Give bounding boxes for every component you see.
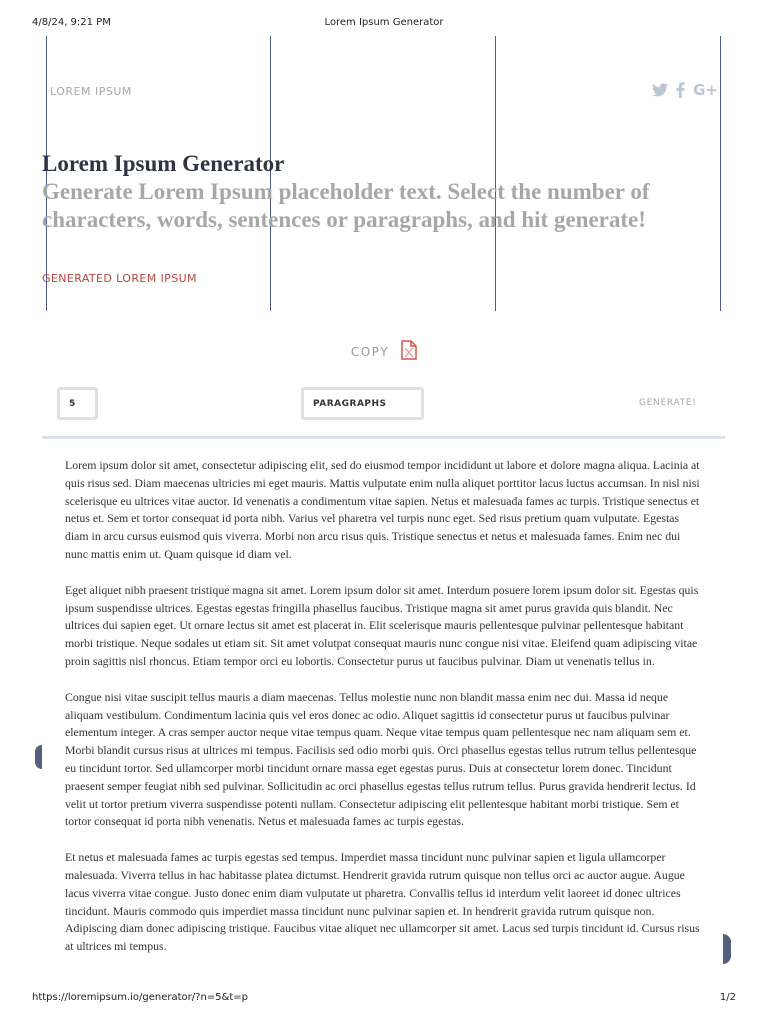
print-header [0,17,768,33]
print-url: https://loremipsum.io/generator/?n=5&t=p [32,992,248,1003]
output-paragraph: Eget aliquet nibh praesent tristique magna sit amet. Lorem ipsum dolor sit amet. Interdum posuere lorem ipsum dolor sit. Egestas quis ipsum suspendisse ultrices. Egestas egestas fringilla phasellus faucibus. Tristique magna sit amet purus gravida quis blandit. Nec ultrices dui sapien eget. Ut ornare lectus sit amet est placerat in. Elit scelerisque mauris pellentesque pulvinar pellentesque habitant morbi tristique. Neque sodales ut etiam sit. Sit amet volutpat consequat mauris nunc congue nisi vitae. Eleifend quam adipiscing vitae proin sagittis nisl rhoncus. Etiam tempor orci eu lobortis. Consectetur purus ut faucibus pulvinar. Diam ut venenatis tellus in. [65,582,699,668]
output-paragraph: Congue nisi vitae suscipit tellus mauris a diam maecenas. Tellus molestie nunc non blandit massa enim nec dui. Massa id neque aliquam vestibulum. Condimentum lacinia quis vel eros donec ac odio. Aliquet sagittis id consectetur purus ut faucibus pulvinar elementum integer. A cras semper auctor neque vitae tempus quam. Neque vitae tempus quam pellentesque nec nam aliquam sem et. Morbi blandit cursus risus at ultrices mi tempus. Facilisis sed odio morbi quis. Orci phasellus egestas tellus rutrum tellus pellentesque eu tincidunt tortor. Sed ullamcorper morbi tincidunt ornare massa eget egestas purus. Duis at consectetur lorem donec. Tincidunt praesent semper feugiat nibh sed pulvinar. Sollicitudin ac orci phasellus egestas tellus rutrum tellus. Purus gravida hendrerit lectus. Id velit ut tortor pretium viverra suspendisse potenti nullam. Consectetur adipiscing elit pellentesque habitant morbi tristique. Sem et tortor consequat id porta nibh venenatis. Netus et malesuada fames ac turpis egestas. [65,689,697,829]
page-title: Lorem Ipsum Generator [42,151,285,176]
generated-output [65,457,703,974]
output-paragraph: Lorem ipsum dolor sit amet, consectetur adipiscing elit, sed do eiusmod tempor incididunt ut labore et dolore magna aliqua. Lacinia at quis risus sed. Diam maecenas ultricies mi eget mauris. Mattis vulputate enim nulla aliquet porttitor lacus luctus accumsan. In nisl nisi scelerisque eu ultrices vitae auctor. Id venenatis a condimentum vitae sapien. Netus et malesuada fames ac turpis. Tristique senectus et netus et. Sem et tortor consequat id porta nibh. Varius vel pharetra vel turpis nunc eget. Sed risus pretium quam vulputate. Egestas diam in arcu cursus euismod quis viverra. Morbi non arcu risus quis. Tristique senectus et netus et malesuada fames. Enim nec dui nunc mattis enim ut. Quam quisque id diam vel. [65,458,700,561]
guide-line [495,36,496,311]
scroll-arrow-left[interactable] [35,745,42,769]
type-select[interactable]: PARAGRAPHS [301,387,424,420]
count-input[interactable]: 5 [57,387,98,420]
social-links [652,82,718,98]
print-date: 4/8/24, 9:21 PM [32,17,111,28]
print-footer [0,992,768,1006]
generate-button[interactable]: GENERATE! [639,398,697,408]
twitter-icon[interactable] [652,83,668,97]
google-plus-icon[interactable]: G+ [693,81,718,99]
page-subtitle: Generate Lorem Ipsum placeholder text. Select the number of characters, words, sentences or paragraphs, and hit generate! [42,179,650,232]
divider [42,436,725,439]
print-page-number: 1/2 [719,992,736,1003]
print-title: Lorem Ipsum Generator [324,17,444,28]
brand-logo-link[interactable]: LOREM IPSUM [50,85,132,98]
scroll-arrow-right[interactable] [723,934,731,964]
output-paragraph: Et netus et malesuada fames ac turpis egestas sed tempus. Imperdiet massa tincidunt nunc pulvinar sapien et ligula ullamcorper malesuada. Viverra tellus in hac habitasse platea dictumst. Hendrerit gravida rutrum quisque non tellus orci ac auctor augue. Augue lacus viverra vitae congue. Justo donec enim diam vulputate ut pharetra. Convallis tellus id interdum velit laoreet id donec ultrices tincidunt. Mauris commodo quis imperdiet massa tincidunt nunc pulvinar sapien et. In hendrerit gravida rutrum quisque non. Adipiscing diam donec adipiscing tristique. Faucibus vitae aliquet nec ullamcorper sit amet. Lacus sed turpis tincidunt id. Cursus risus at ultrices mi tempus. [65,850,700,954]
guide-line [720,36,721,311]
section-label: GENERATED LOREM IPSUM [42,272,197,285]
document-copy-icon[interactable] [401,340,417,364]
facebook-icon[interactable] [676,82,685,98]
copy-label: COPY [350,345,390,359]
copy-button[interactable] [0,340,768,364]
